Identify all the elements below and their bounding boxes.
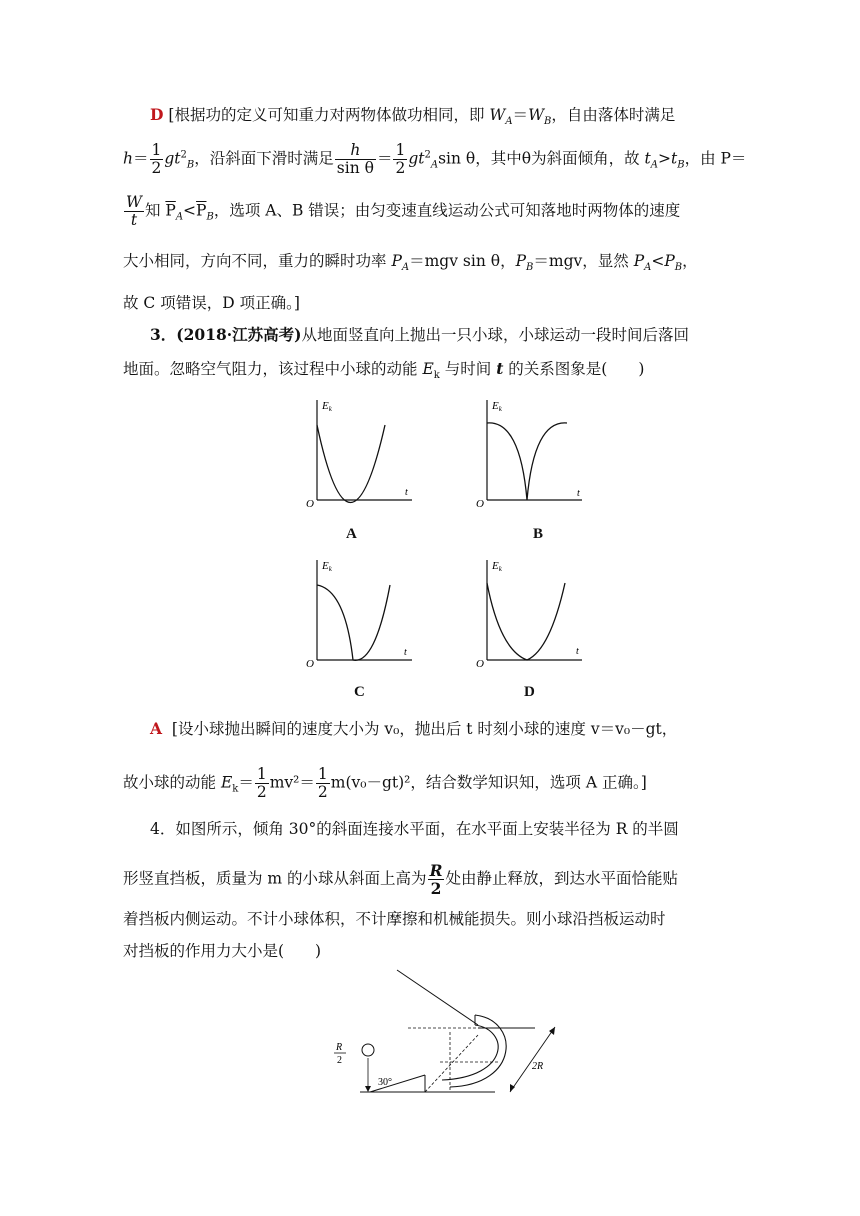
question-number: 3． (150, 325, 177, 344)
var: gt (408, 149, 425, 168)
text: < (183, 201, 197, 220)
origin: O (306, 498, 314, 510)
var: t (644, 149, 651, 168)
answer-letter: A (150, 719, 163, 738)
text: ＝mgv sin θ， (409, 252, 516, 270)
answer2-line1 (150, 104, 675, 133)
sub: B (186, 159, 195, 171)
label-r: R (336, 1042, 343, 1053)
var: t (496, 359, 504, 378)
xlabel: t (405, 487, 408, 498)
den: t (130, 211, 138, 229)
label-2r: 2R (532, 1061, 544, 1072)
den: 2 (430, 879, 442, 898)
graph-c (300, 555, 420, 670)
graph-d-label: D (524, 684, 535, 700)
fraction-half-2 (316, 766, 330, 801)
text: mv²＝ (269, 773, 315, 792)
fraction-half-2 (393, 142, 407, 177)
q4-line3 (123, 908, 666, 930)
incline-top-line (397, 970, 478, 1025)
text: 故 C 项错误，D 项正确。] (123, 294, 300, 312)
sup: 2 (424, 149, 431, 161)
text: 地面。忽略空气阻力，该过程中小球的动能 (123, 360, 423, 378)
fraction-w-t (124, 194, 144, 229)
num: W (126, 193, 142, 211)
text: ，由 P＝ (684, 149, 747, 168)
answer-letter: D (150, 105, 164, 124)
text: [根据功的定义可知重力对两物体做功相同，即 (168, 106, 490, 124)
fraction-r-2 (428, 862, 445, 897)
p-bar: $\overline{P}$ (165, 201, 176, 220)
text: 着挡板内侧运动。不计小球体积，不计摩擦和机械能损失。则小球沿挡板运动时 (123, 910, 666, 928)
barrier-inner (442, 1025, 498, 1080)
graph-d (470, 555, 590, 670)
sub: B (544, 116, 552, 128)
var: gt (164, 149, 181, 168)
text: ＝ (512, 106, 529, 124)
text: 形竖直挡板，质量为 m 的小球从斜面上高为 (123, 869, 427, 888)
num: h (335, 142, 376, 160)
graph-b (470, 395, 590, 510)
den: 2 (317, 783, 328, 801)
num: 1 (395, 141, 406, 159)
text: ＝ (132, 149, 149, 168)
text: [设小球抛出瞬间的速度大小为 v₀，抛出后 t 时刻小球的速度 v＝v₀－gt， (171, 720, 678, 738)
den: sin θ (336, 159, 374, 177)
sub: k (433, 370, 440, 382)
label-angle: 30° (378, 1077, 392, 1088)
p-bar: $\overline{P}$ (196, 201, 207, 220)
q3-line2 (123, 358, 644, 387)
sub: A (430, 159, 439, 171)
curve (487, 583, 565, 660)
graph-a (300, 395, 420, 510)
2r-arrow (510, 1027, 555, 1092)
text: m(v₀－gt)²，结合数学知识知，选项 A 正确。] (330, 773, 647, 792)
text: 对挡板的作用力大小是( ) (123, 942, 322, 960)
text: 处由静止释放，到达水平面恰能贴 (445, 869, 678, 888)
text: 大小相同，方向不同，重力的瞬时功率 (123, 252, 392, 270)
text: 与时间 (439, 360, 497, 378)
den: 2 (151, 159, 162, 177)
curve (317, 585, 390, 660)
fraction-h-sin (335, 142, 376, 177)
den: 2 (395, 159, 406, 177)
var: h (123, 149, 133, 168)
q3-line1 (150, 324, 689, 346)
answer2-line5 (123, 292, 300, 314)
graph-b-label: B (533, 526, 544, 542)
var: W (528, 106, 544, 124)
graph-a-label: A (346, 526, 357, 542)
fraction-half (150, 142, 164, 177)
var: W (489, 106, 506, 124)
q4-line4 (123, 940, 321, 962)
text: ，自由落体时满足 (551, 106, 676, 124)
fraction-half (255, 766, 269, 801)
num: 1 (256, 765, 267, 783)
q4-line1 (150, 818, 679, 840)
label-2: 2 (337, 1055, 342, 1066)
xlabel: t (577, 488, 580, 499)
q4-line2 (123, 862, 678, 897)
answer2-line3: $\frac{W}{t}$ 知 $\overline{P}_A<\overline{P}_B$，选项 A、B 错误；由匀变速直线运动公式可知落地时两物体的速度 (126, 193, 681, 229)
question-source: (2018·江苏高考) (176, 325, 302, 344)
text: > (657, 149, 671, 168)
text: 知 (144, 201, 166, 220)
answer2-line4: 大小相同，方向不同，重力的瞬时功率 $P_A=mgv$ sin θ，$P_B=mgv$，显然 $P_A<P_B$， (123, 252, 698, 274)
curve (487, 423, 567, 500)
answer2-line2: h＝ $\frac{1}{2}$ $gt^2_B$，沿斜面下滑时满足 $\frac{h}{\text{sin θ}}$ ＝ $\frac{1}{2}$ $gt^2_A\sin$ θ，其中θ为斜面倾角，故 $t_A>t_B$，由 P＝ (123, 141, 747, 177)
var: t (670, 149, 678, 168)
sub: A (505, 116, 513, 128)
text: ，沿斜面下滑时满足 (194, 149, 334, 168)
xlabel: t (576, 646, 579, 657)
text: ，选项 A、B 错误；由匀变速直线运动公式可知落地时两物体的速度 (213, 201, 681, 220)
num: R (429, 861, 443, 880)
num: 1 (151, 141, 162, 159)
origin: O (476, 498, 484, 510)
answer3-line1 (150, 718, 677, 740)
sup: 2 (180, 149, 187, 161)
text: 从地面竖直向上抛出一只小球，小球运动一段时间后落回 (301, 326, 690, 344)
xlabel: t (404, 647, 407, 658)
text: ＝mgv，显然 (533, 252, 634, 270)
text: sin θ，其中θ为斜面倾角，故 (438, 149, 645, 168)
answer3-line2: 故小球的动能 $E_k=$ $\frac{1}{2}$ mv²＝ $\frac{1}{2}$ m(v₀－gt)²，结合数学知识知，选项 A 正确。] (123, 765, 647, 801)
incline-figure (330, 965, 570, 1100)
graph-c-label: C (354, 684, 365, 700)
var: E (422, 360, 434, 378)
text: 4．如图所示，倾角 30°的斜面连接水平面，在水平面上安装半径为 R 的半圆 (150, 820, 679, 838)
text: 的关系图象是( ) (503, 360, 645, 378)
ylabel: Ek (492, 560, 502, 573)
ball (362, 1044, 374, 1056)
origin: O (306, 658, 314, 670)
ylabel: Ek (322, 400, 332, 413)
text: 故小球的动能 (123, 773, 221, 792)
den: 2 (256, 783, 267, 801)
origin: O (476, 658, 484, 670)
ylabel: Ek (322, 560, 332, 573)
num: 1 (317, 765, 328, 783)
ylabel: Ek (492, 400, 502, 413)
curve (317, 425, 385, 503)
